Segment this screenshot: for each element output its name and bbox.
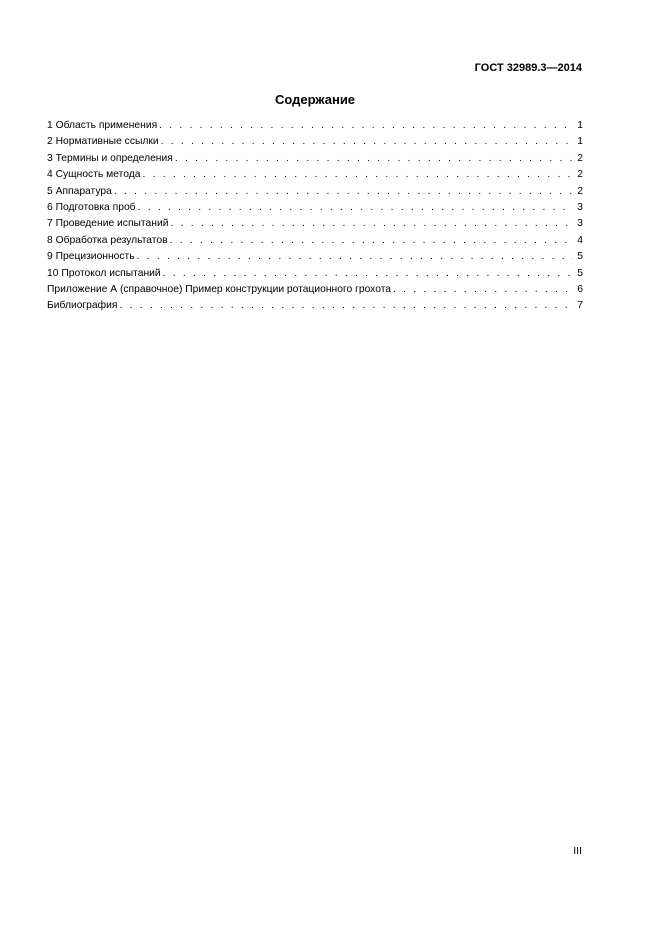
toc-entry-page: 2 [577, 152, 583, 164]
toc-entry-title: 1 Область применения [47, 120, 158, 131]
toc-entry-normative-references[interactable] [47, 136, 583, 152]
toc-entry-page: 3 [577, 218, 583, 230]
dot-leader [159, 120, 573, 131]
dot-leader [175, 153, 573, 164]
toc-entry-testing-procedure[interactable] [47, 218, 583, 234]
toc-entry-page: 5 [577, 251, 583, 263]
toc-entry-page: 1 [577, 120, 583, 131]
page-number: III [573, 845, 582, 857]
toc-entry-title: 8 Обработка результатов [47, 234, 168, 246]
toc-entry-title: 5 Аппаратура [47, 185, 112, 197]
dot-leader [393, 284, 573, 295]
dot-leader [119, 300, 573, 311]
toc-entry-title: 9 Прецизионность [47, 251, 135, 263]
toc-entry-page: 4 [577, 234, 583, 246]
toc-entry-terms-definitions[interactable] [47, 153, 583, 169]
toc-entry-title: 3 Термины и определения [47, 152, 173, 164]
toc-entry-precision[interactable] [47, 251, 583, 267]
toc-entry-page: 6 [577, 283, 583, 295]
toc-entry-title: Библиография [47, 300, 118, 312]
toc-entry-page: 7 [577, 300, 583, 312]
dot-leader [138, 202, 573, 213]
toc-entry-title: 2 Нормативные ссылки [47, 136, 159, 148]
toc-entry-apparatus[interactable] [47, 186, 583, 202]
dot-leader [114, 186, 573, 197]
toc-entry-title: 6 Подготовка проб [47, 201, 136, 213]
dot-leader [161, 136, 573, 147]
toc-entry-page: 2 [577, 185, 583, 197]
table-of-contents [47, 120, 583, 317]
document-code: ГОСТ 32989.3—2014 [474, 62, 582, 74]
toc-entry-scope[interactable] [47, 120, 583, 136]
dot-leader [170, 235, 573, 246]
toc-entry-page: 2 [577, 169, 583, 181]
toc-entry-title: 10 Протокол испытаний [47, 267, 161, 279]
toc-entry-page: 1 [577, 136, 583, 148]
dot-leader [170, 218, 573, 229]
toc-entry-results-processing[interactable] [47, 235, 583, 251]
toc-entry-page: 3 [577, 201, 583, 213]
toc-entry-appendix-a[interactable] [47, 284, 583, 300]
toc-heading: Содержание [274, 92, 356, 107]
toc-entry-title: Приложение А (справочное) Пример конструкции ротационного грохота [47, 283, 392, 295]
dot-leader [163, 268, 573, 279]
toc-entry-bibliography[interactable] [47, 300, 583, 316]
toc-entry-method-essence[interactable] [47, 169, 583, 185]
toc-entry-test-report[interactable] [47, 268, 583, 284]
toc-entry-title: 4 Сущность метода [47, 169, 141, 181]
dot-leader [137, 251, 573, 262]
toc-entry-sample-preparation[interactable] [47, 202, 583, 218]
toc-entry-title: 7 Проведение испытаний [47, 218, 169, 230]
dot-leader [142, 169, 573, 180]
toc-entry-page: 5 [577, 267, 583, 279]
